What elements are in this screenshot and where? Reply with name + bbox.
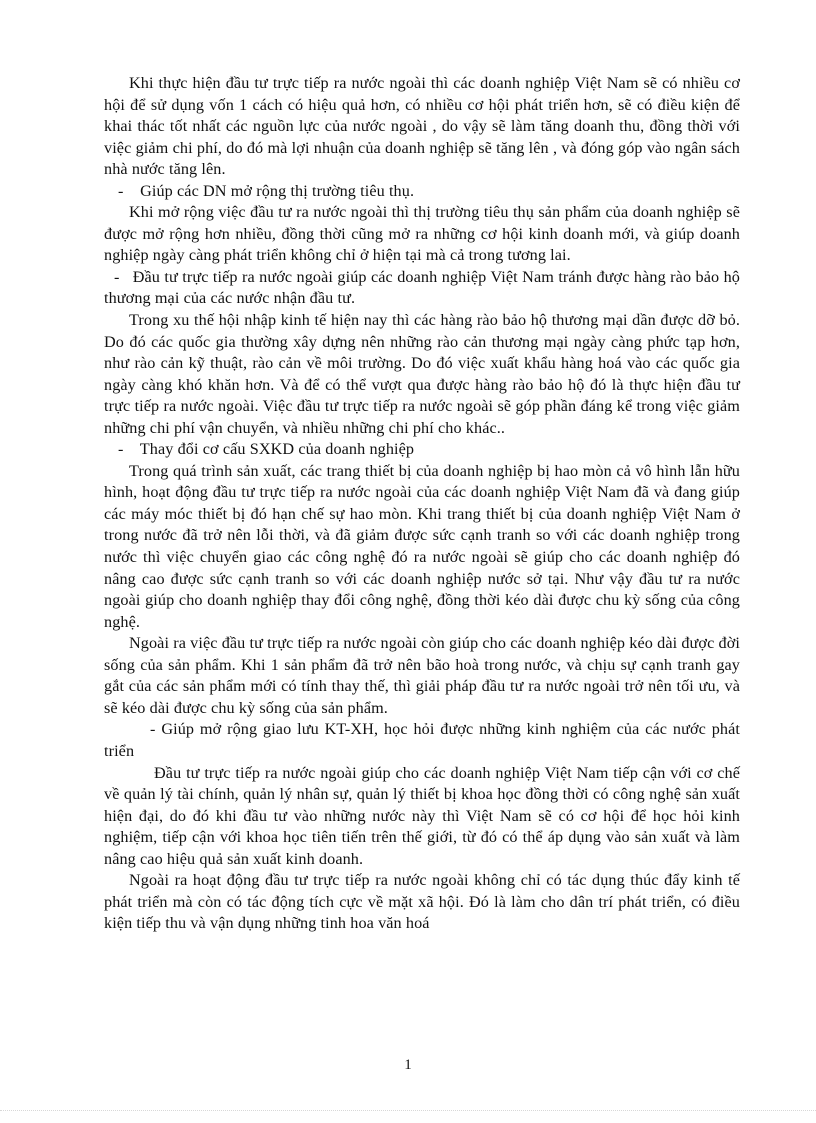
page-bottom-divider <box>0 1110 816 1111</box>
page-number: 1 <box>404 1057 412 1073</box>
bullet-market-expansion: - Giúp các DN mở rộng thị trường tiêu thụ. <box>118 181 415 200</box>
document-body <box>104 73 745 935</box>
paragraph-5: Ngoài ra việc đầu tư trực tiếp ra nước ngoài còn giúp cho các doanh nghiệp kéo dài được đời sống của sản phẩm. Khi 1 sản phẩm đã trở nên bão hoà trong nước, và chịu sự cạnh tranh gay gắt của các sản phẩm mới có tính thay thế, thì giải pháp đầu tư ra nước ngoài trở nên tối ưu, và sẽ kéo dài được chu kỳ sống của sản phẩm. <box>104 634 740 717</box>
paragraph-1: Khi thực hiện đầu tư trực tiếp ra nước ngoài thì các doanh nghiệp Việt Nam sẽ có nhiều cơ hội để sử dụng vốn 1 cách có hiệu quả hơn, có nhiều cơ hội phát triển hơn, sẽ có điều kiện để khai thác tốt nhất các nguồn lực của nước ngoài , do vậy sẽ làm tăng doanh thu, đồng thời với việc giảm chi phí, do đó mà lợi nhuận của doanh nghiệp sẽ tăng lên , và đóng góp vào ngân sách nhà nước tăng lên. <box>104 74 740 179</box>
paragraph-2: Khi mở rộng việc đầu tư ra nước ngoài thì thị trường tiêu thụ sản phẩm của doanh nghiệp sẽ được mở rộng hơn nhiều, đồng thời cũng mở ra những cơ hội kinh doanh mới, và giúp doanh nghiệp ngày càng phát triển không chỉ ở hiện tại mà cả trong tương lai. <box>104 203 740 265</box>
paragraph-4: Trong quá trình sản xuất, các trang thiết bị của doanh nghiệp bị hao mòn cả vô hình lẫn hữu hình, hoạt động đầu tư trực tiếp ra nước ngoài của các doanh nghiệp Việt Nam đã và đang giúp các máy móc thiết bị đó hạn chế sự hao mòn. Khi trang thiết bị của doanh nghiệp Việt Nam ở trong nước đã trở nên lỗi thời, và đã giảm được sức cạnh tranh so với các doanh nghiệp trong nước thì việc chuyển giao các công nghệ đó ra nước ngoài sẽ giúp cho các doanh nghiệp đó nâng cao được sức cạnh tranh so với các doanh nghiệp nước sở tại. Như vậy đầu tư ra nước ngoài giúp cho doanh nghiệp thay đổi công nghệ, đồng thời kéo dài được chu kỳ sống của công nghệ. <box>104 461 740 631</box>
paragraph-7: Ngoài ra hoạt động đầu tư trực tiếp ra nước ngoài không chỉ có tác dụng thúc đẩy kinh tế phát triển mà còn có tác động tích cực về mặt xã hội. Đó là làm cho dân trí phát triển, có điều kiện tiếp thu và vận dụng những tinh hoa văn hoá <box>104 871 740 933</box>
bullet-socioeconomic-exchange: - Giúp mở rộng giao lưu KT-XH, học hỏi được những kinh nghiệm của các nước phát triển <box>104 720 740 760</box>
bullet-trade-barriers: - Đầu tư trực tiếp ra nước ngoài giúp các doanh nghiệp Việt Nam tránh được hàng rào bảo hộ thương mại của các nước nhận đầu tư. <box>104 267 745 308</box>
paragraph-3: Trong xu thế hội nhập kinh tế hiện nay thì các hàng rào bảo hộ thương mại dần được dỡ bỏ. Do đó các quốc gia thường xây dựng nên những rào cản thương mại ngày càng phức tạp hơn, như rào cản kỹ thuật, rào cản về môi trường. Do đó việc xuất khẩu hàng hoá vào các quốc gia ngày càng khó khăn hơn. Và để có thể vượt qua được hàng rào bảo hộ đó là thực hiện đầu tư trực tiếp ra nước ngoài. Việc đầu tư trực tiếp ra nước ngoài sẽ góp phần đáng kể trong việc giảm những chi phí vận chuyển, và nhiều những chi phí cho khác.. <box>104 311 740 437</box>
bullet-business-structure: - Thay đổi cơ cấu SXKD của doanh nghiệp <box>118 440 415 459</box>
paragraph-6: Đầu tư trực tiếp ra nước ngoài giúp cho các doanh nghiệp Việt Nam tiếp cận với cơ chế về quản lý tài chính, quản lý nhân sự, quản lý thiết bị khoa học đồng thời có công nghệ sản xuất hiện đại, do đó khi đầu tư vào những nước này thì Việt Nam sẽ có cơ hội để học hỏi kinh nghiệm, tiếp cận với khoa học tiên tiến trên thế giới, từ đó có thể áp dụng vào sản xuất và làm nâng cao hiệu quả sản xuất kinh doanh. <box>104 763 740 868</box>
